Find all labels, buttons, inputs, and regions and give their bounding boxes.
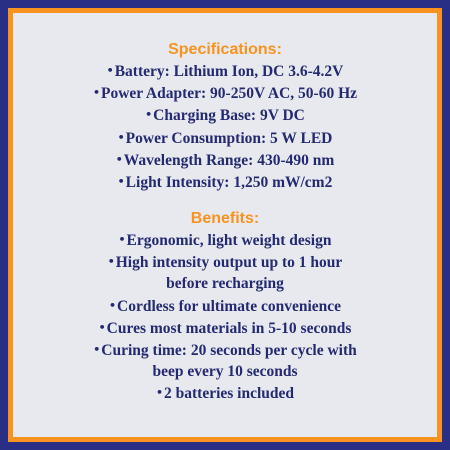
spec-item-light-intensity [13,171,437,193]
benefit-item-text: 2 batteries included [164,385,295,403]
spec-item-power-adapter [13,82,437,104]
spec-item-battery [13,60,437,82]
content-panel [13,13,437,437]
spec-item-text: Light Intensity: 1,250 mW/cm2 [125,174,333,192]
bullet-icon: • [155,386,163,400]
benefit-item-text: High intensity output up to 1 hour [115,254,343,272]
bullet-icon: • [106,64,114,77]
spec-item-text: Power Adapter: 90-250V AC, 50-60 Hz [101,85,358,103]
bullet-icon: • [118,233,126,246]
bullet-icon: • [92,86,100,100]
benefit-item-curing-time [13,339,437,361]
bullet-icon: • [117,175,125,189]
benefits-list [13,229,437,405]
bullet-icon: • [115,152,123,166]
spec-item-text: Wavelength Range: 430-490 nm [123,151,335,169]
benefit-item-high-intensity-continued [13,273,437,294]
benefit-item-ergonomic [13,229,437,251]
bullet-icon: • [93,343,101,357]
benefit-item-batteries [13,382,437,404]
benefit-item-text: Curing time: 20 seconds per cycle with [101,342,357,360]
benefit-item-text: before recharging [166,275,284,293]
bullet-icon: • [98,320,106,334]
spec-item-text: Charging Base: 9V DC [153,107,305,125]
spec-item-charging-base [13,104,437,126]
specifications-list [13,60,437,193]
specifications-heading: Specifications: [168,41,282,58]
spec-item-wavelength-range [13,149,437,171]
bullet-icon: • [145,108,153,122]
spec-item-power-consumption [13,127,437,149]
benefit-item-text: Cordless for ultimate convenience [117,297,342,315]
benefit-item-cures [13,317,437,339]
benefits-heading: Benefits: [190,210,260,227]
bullet-icon: • [108,298,117,312]
spec-item-text: Battery: Lithium Ion, DC 3.6-4.2V [114,63,344,80]
benefit-item-high-intensity [13,251,437,273]
benefit-item-text: Ergonomic, light weight design [126,232,332,249]
benefit-item-text: beep every 10 seconds [152,363,298,381]
bullet-icon: • [107,255,115,269]
benefit-item-cordless [13,295,437,317]
benefit-item-curing-time-continued [13,361,437,382]
bullet-icon: • [117,130,125,144]
benefit-item-text: Cures most materials in 5-10 seconds [106,319,352,337]
spec-sheet [13,13,437,437]
spec-item-text: Power Consumption: 5 W LED [125,129,333,147]
